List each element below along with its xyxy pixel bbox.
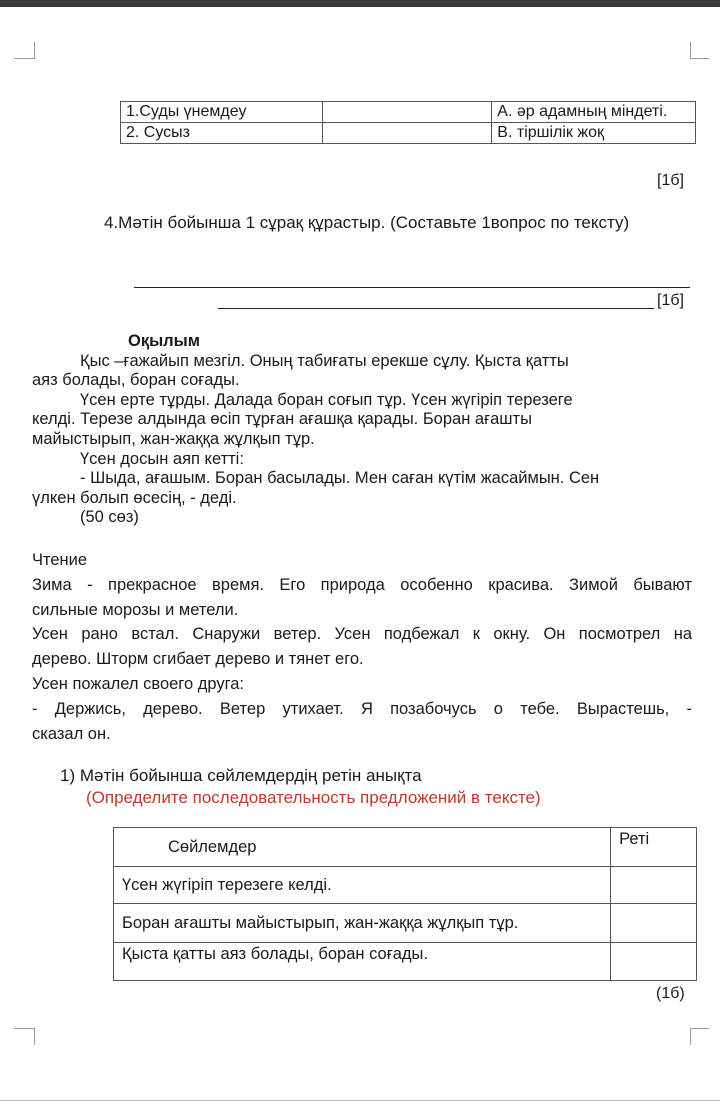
crop-mark-top-right <box>690 42 709 59</box>
paragraph-line: сильные морозы и метели. <box>32 600 239 619</box>
paragraph-line: келді. Терезе алдында өсіп тұрған ағашқа қарады. Боран ағашты <box>32 410 532 429</box>
paragraph-line: Қыс –ғажайып мезгіл. Оның табиғаты ерекше сұлу. Қыста қатты <box>80 351 569 370</box>
table-row <box>121 123 696 144</box>
column-header-sentences: Сөйлемдер <box>114 828 611 867</box>
crop-mark-bottom-right <box>690 1028 709 1045</box>
top-bar <box>0 0 720 7</box>
paragraph-line: үлкен болып өсесің, - деді. <box>32 488 237 507</box>
crop-mark-bottom-left <box>14 1028 35 1045</box>
score-label: (1б) <box>656 985 685 1002</box>
match-right-cell: А. әр адамның міндеті. <box>492 102 696 123</box>
score-label: [1б] <box>657 292 684 309</box>
reading-title-ru: Чтение <box>32 551 88 569</box>
table-header-row <box>114 828 697 867</box>
sentence-cell: Боран ағашты майыстырып, жан-жаққа жұлқып тұр. <box>114 904 611 943</box>
table-row <box>114 867 697 904</box>
task-1-russian: (Определите последовательность предложений в тексте) <box>86 788 541 807</box>
column-header-order: Реті <box>611 828 697 867</box>
paragraph-line: дерево. Шторм сгибает дерево и тянет его. <box>32 650 364 669</box>
word-count: (50 сөз) <box>80 508 139 527</box>
table-row <box>114 943 697 981</box>
paragraph-line: аяз болады, боран соғады. <box>32 371 240 390</box>
bottom-divider <box>0 1100 720 1101</box>
paragraph-line: сказал он. <box>32 724 111 743</box>
answer-line <box>218 308 654 309</box>
order-answer-cell[interactable] <box>611 943 697 981</box>
paragraph-line: - Шыда, ағашым. Боран басылады. Мен саған күтім жасаймын. Сен <box>80 469 600 488</box>
paragraph-line: - Держись, дерево. Ветер утихает. Я позабочусь о тебе. Вырастешь, - <box>32 699 692 718</box>
match-left-cell: 2. Сусыз <box>121 123 323 144</box>
sentence-cell: Үсен жүгіріп терезеге келді. <box>114 867 611 904</box>
match-blank-cell <box>322 123 492 144</box>
order-table <box>113 827 697 981</box>
paragraph-line: Усен рано встал. Снаружи ветер. Усен подбежал к окну. Он посмотрел на <box>32 625 692 644</box>
table-row <box>121 102 696 123</box>
paragraph-line: майыстырып, жан-жаққа жұлқып тұр. <box>32 429 315 448</box>
sentence-cell: Қыста қатты аяз болады, боран соғады. <box>114 943 611 981</box>
match-blank-cell <box>322 102 492 123</box>
table-row <box>114 904 697 943</box>
question-4: 4.Мәтін бойынша 1 сұрақ құрастыр. (Составьте 1вопрос по тексту) <box>104 213 630 232</box>
match-left-cell: 1.Суды үнемдеу <box>121 102 323 123</box>
answer-line <box>134 287 690 288</box>
reading-russian <box>32 548 692 746</box>
matching-table <box>120 101 696 144</box>
reading-kazakh <box>32 332 704 528</box>
paragraph-line: Үсен досын аяп кетті: <box>80 449 244 468</box>
score-label: [1б] <box>657 172 684 189</box>
reading-title: Оқылым <box>128 332 200 350</box>
paragraph-line: Үсен ерте тұрды. Далада боран соғып тұр. Үсен жүгіріп терезеге <box>80 390 573 409</box>
crop-mark-top-left <box>14 42 35 59</box>
task-1-kazakh: 1) Мәтін бойынша сөйлемдердің ретін анықта <box>60 766 422 785</box>
order-answer-cell[interactable] <box>611 904 697 943</box>
match-right-cell: В. тіршілік жоқ <box>492 123 696 144</box>
order-answer-cell[interactable] <box>611 867 697 904</box>
paragraph-line: Усен пожалел своего друга: <box>32 674 244 693</box>
paragraph-line: Зима - прекрасное время. Его природа особенно красива. Зимой бывают <box>32 575 692 594</box>
